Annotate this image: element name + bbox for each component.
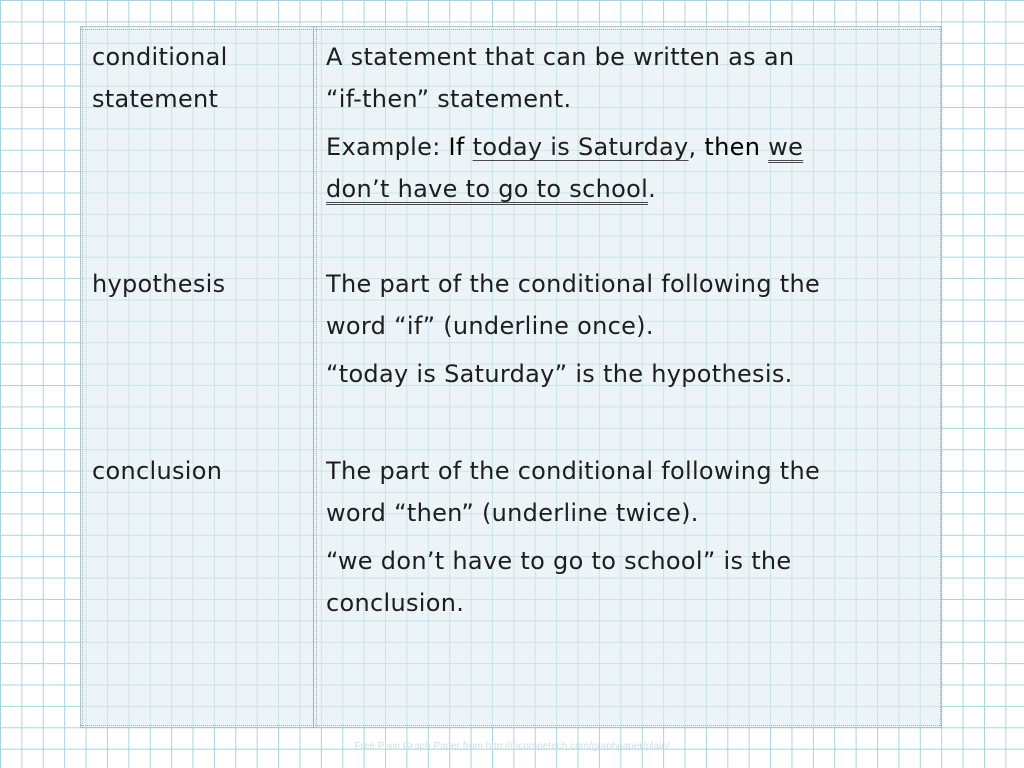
definition-text [326,36,906,120]
term-line: conditional [92,43,228,71]
example-period: . [648,175,656,203]
definition-line: “if-then” statement. [326,85,572,113]
top-margin-line [80,29,942,30]
term-conditional-statement [92,36,302,120]
definition-text [326,450,906,534]
example-hypothesis: today is Saturday [472,133,689,161]
hypothesis-note: “today is Saturday” is the hypothesis. [326,360,793,388]
definition-text [326,263,906,347]
definition-line: word “then” (underline twice). [326,499,699,527]
right-margin-line [940,26,941,728]
term-hypothesis [92,263,302,305]
definition-line: The part of the conditional following the [326,270,821,298]
conclusion-note [326,540,906,624]
term-line: hypothesis [92,270,226,298]
example-text [326,126,906,210]
graph-paper-credit: Free Plain Graph Paper from http://incompetech.com/graphpaper/plain/ [354,741,670,752]
definition-conclusion [326,450,906,630]
definition-conditional-statement [326,36,906,216]
note-line: conclusion. [326,589,465,617]
column-divider-dotted [316,26,317,728]
definition-line: A statement that can be written as an [326,43,795,71]
term-line: statement [92,85,219,113]
left-margin-line [82,26,83,728]
bottom-margin-line [80,725,942,726]
column-divider [313,26,314,728]
example-comma: , [688,133,697,161]
example-conclusion-start: we [768,133,804,161]
if-keyword: If [448,133,465,161]
definition-hypothesis [326,263,906,401]
term-line: conclusion [92,457,223,485]
note-line: “we don’t have to go to school” is the [326,547,792,575]
definition-line: word “if” (underline once). [326,312,654,340]
example-conclusion-end: don’t have to go to school [326,175,649,203]
example-label: Example: [326,133,449,161]
term-conclusion [92,450,302,492]
then-keyword: then [704,133,761,161]
definition-line: The part of the conditional following the [326,457,821,485]
